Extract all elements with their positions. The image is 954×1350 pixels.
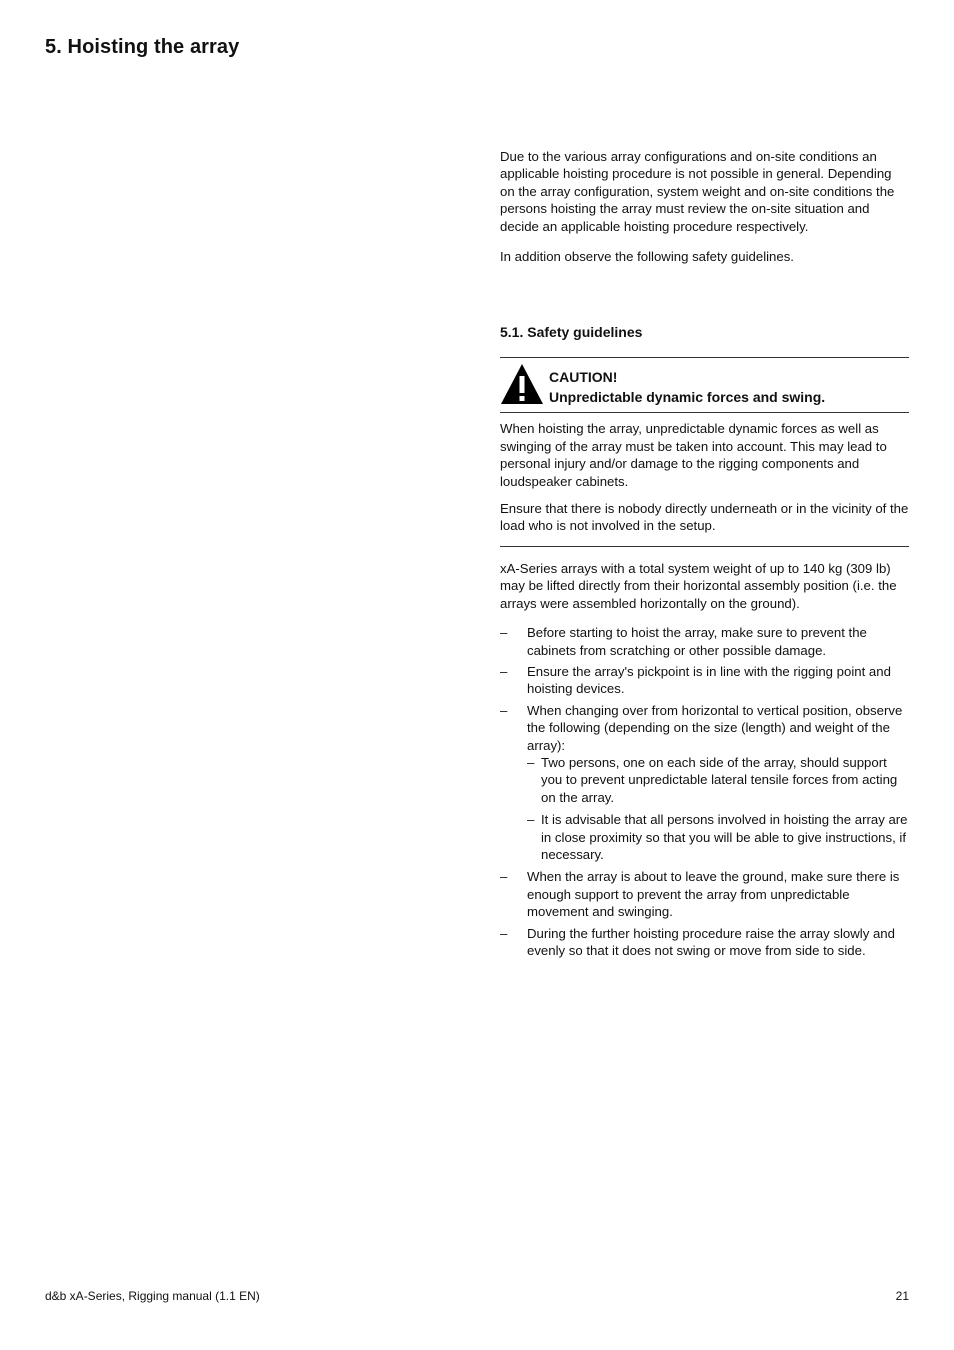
list-item-text: When changing over from horizontal to vertical position, observe the following (depending on the size (length) and weight of the array): (527, 702, 903, 753)
list-item-text: During the further hoisting procedure raise the array slowly and evenly so that it does not swing or move from side to side. (527, 925, 895, 958)
list-item-text: Ensure the array's pickpoint is in line with the rigging point and hoisting devices. (527, 663, 891, 697)
caution-paragraph: When hoisting the array, unpredictable dynamic forces as well as swinging of the array must be taken into account. This may lead to personal injury and/or damage to the rigging components and loudspeaker cabinets. (500, 421, 887, 489)
bullet-dash: – (500, 663, 508, 679)
hoisting-steps-list (500, 624, 909, 959)
list-item (500, 663, 909, 698)
caution-body (500, 413, 909, 534)
list-item (500, 702, 909, 864)
sub-list-item-text: It is advisable that all persons involved in hoisting the array are in close proximity so that you will be able to give instructions, if necessary. (541, 812, 908, 862)
bullet-dash: – (500, 625, 508, 641)
caution-subheading: Unpredictable dynamic forces and swing. (549, 389, 826, 406)
caution-box (500, 357, 909, 413)
list-item-text: Before starting to hoist the array, make sure to prevent the cabinets from scratching or other possible damage. (527, 625, 867, 658)
sub-list-item (527, 754, 909, 806)
caution-end-divider (500, 546, 909, 547)
caution-heading: CAUTION! (549, 369, 618, 386)
bullet-dash: – (500, 702, 508, 718)
weight-note: xA-Series arrays with a total system weight of up to 140 kg (309 lb) may be lifted directly from their horizontal assembly position (i.e. the arrays were assembled horizontally on the ground). (500, 560, 897, 611)
list-item-text: When the array is about to leave the ground, make sure there is enough support to prevent the array from unpredictable movement and swinging. (527, 869, 900, 920)
bullet-dash: – (500, 925, 508, 941)
intro-paragraph-2: In addition observe the following safety guidelines. (500, 249, 794, 265)
sub-list (527, 754, 909, 863)
section-title: 5.1. Safety guidelines (500, 324, 643, 341)
list-item (500, 868, 909, 920)
list-item (500, 925, 909, 960)
caution-heading-block (549, 367, 825, 407)
page-title: 5. Hoisting the array (45, 36, 240, 58)
bullet-dash: – (527, 812, 535, 828)
bullet-dash: – (500, 869, 508, 885)
footer-page-number: 21 (895, 1289, 909, 1303)
warning-triangle-icon (500, 363, 544, 405)
caution-paragraph-2: Ensure that there is nobody directly underneath or in the vicinity of the load who is not involved in the setup. (500, 501, 909, 534)
sub-list-item (527, 811, 909, 863)
sub-list-item-text: Two persons, one on each side of the array, should support you to prevent unpredictable lateral tensile forces from acting on the array. (541, 754, 898, 805)
footer-document-title: d&b xA-Series, Rigging manual (1.1 EN) (45, 1289, 260, 1303)
bullet-dash: – (527, 754, 535, 770)
main-column (500, 148, 909, 963)
list-item (500, 624, 909, 659)
intro-paragraph: Due to the various array configurations and on-site conditions an applicable hoisting procedure is not possible in general. Depending on the array configuration, system weight and on-site conditions the persons hoisting the array must review the on-site situation and decide an applicable hoisting procedure respectively. (500, 149, 895, 234)
